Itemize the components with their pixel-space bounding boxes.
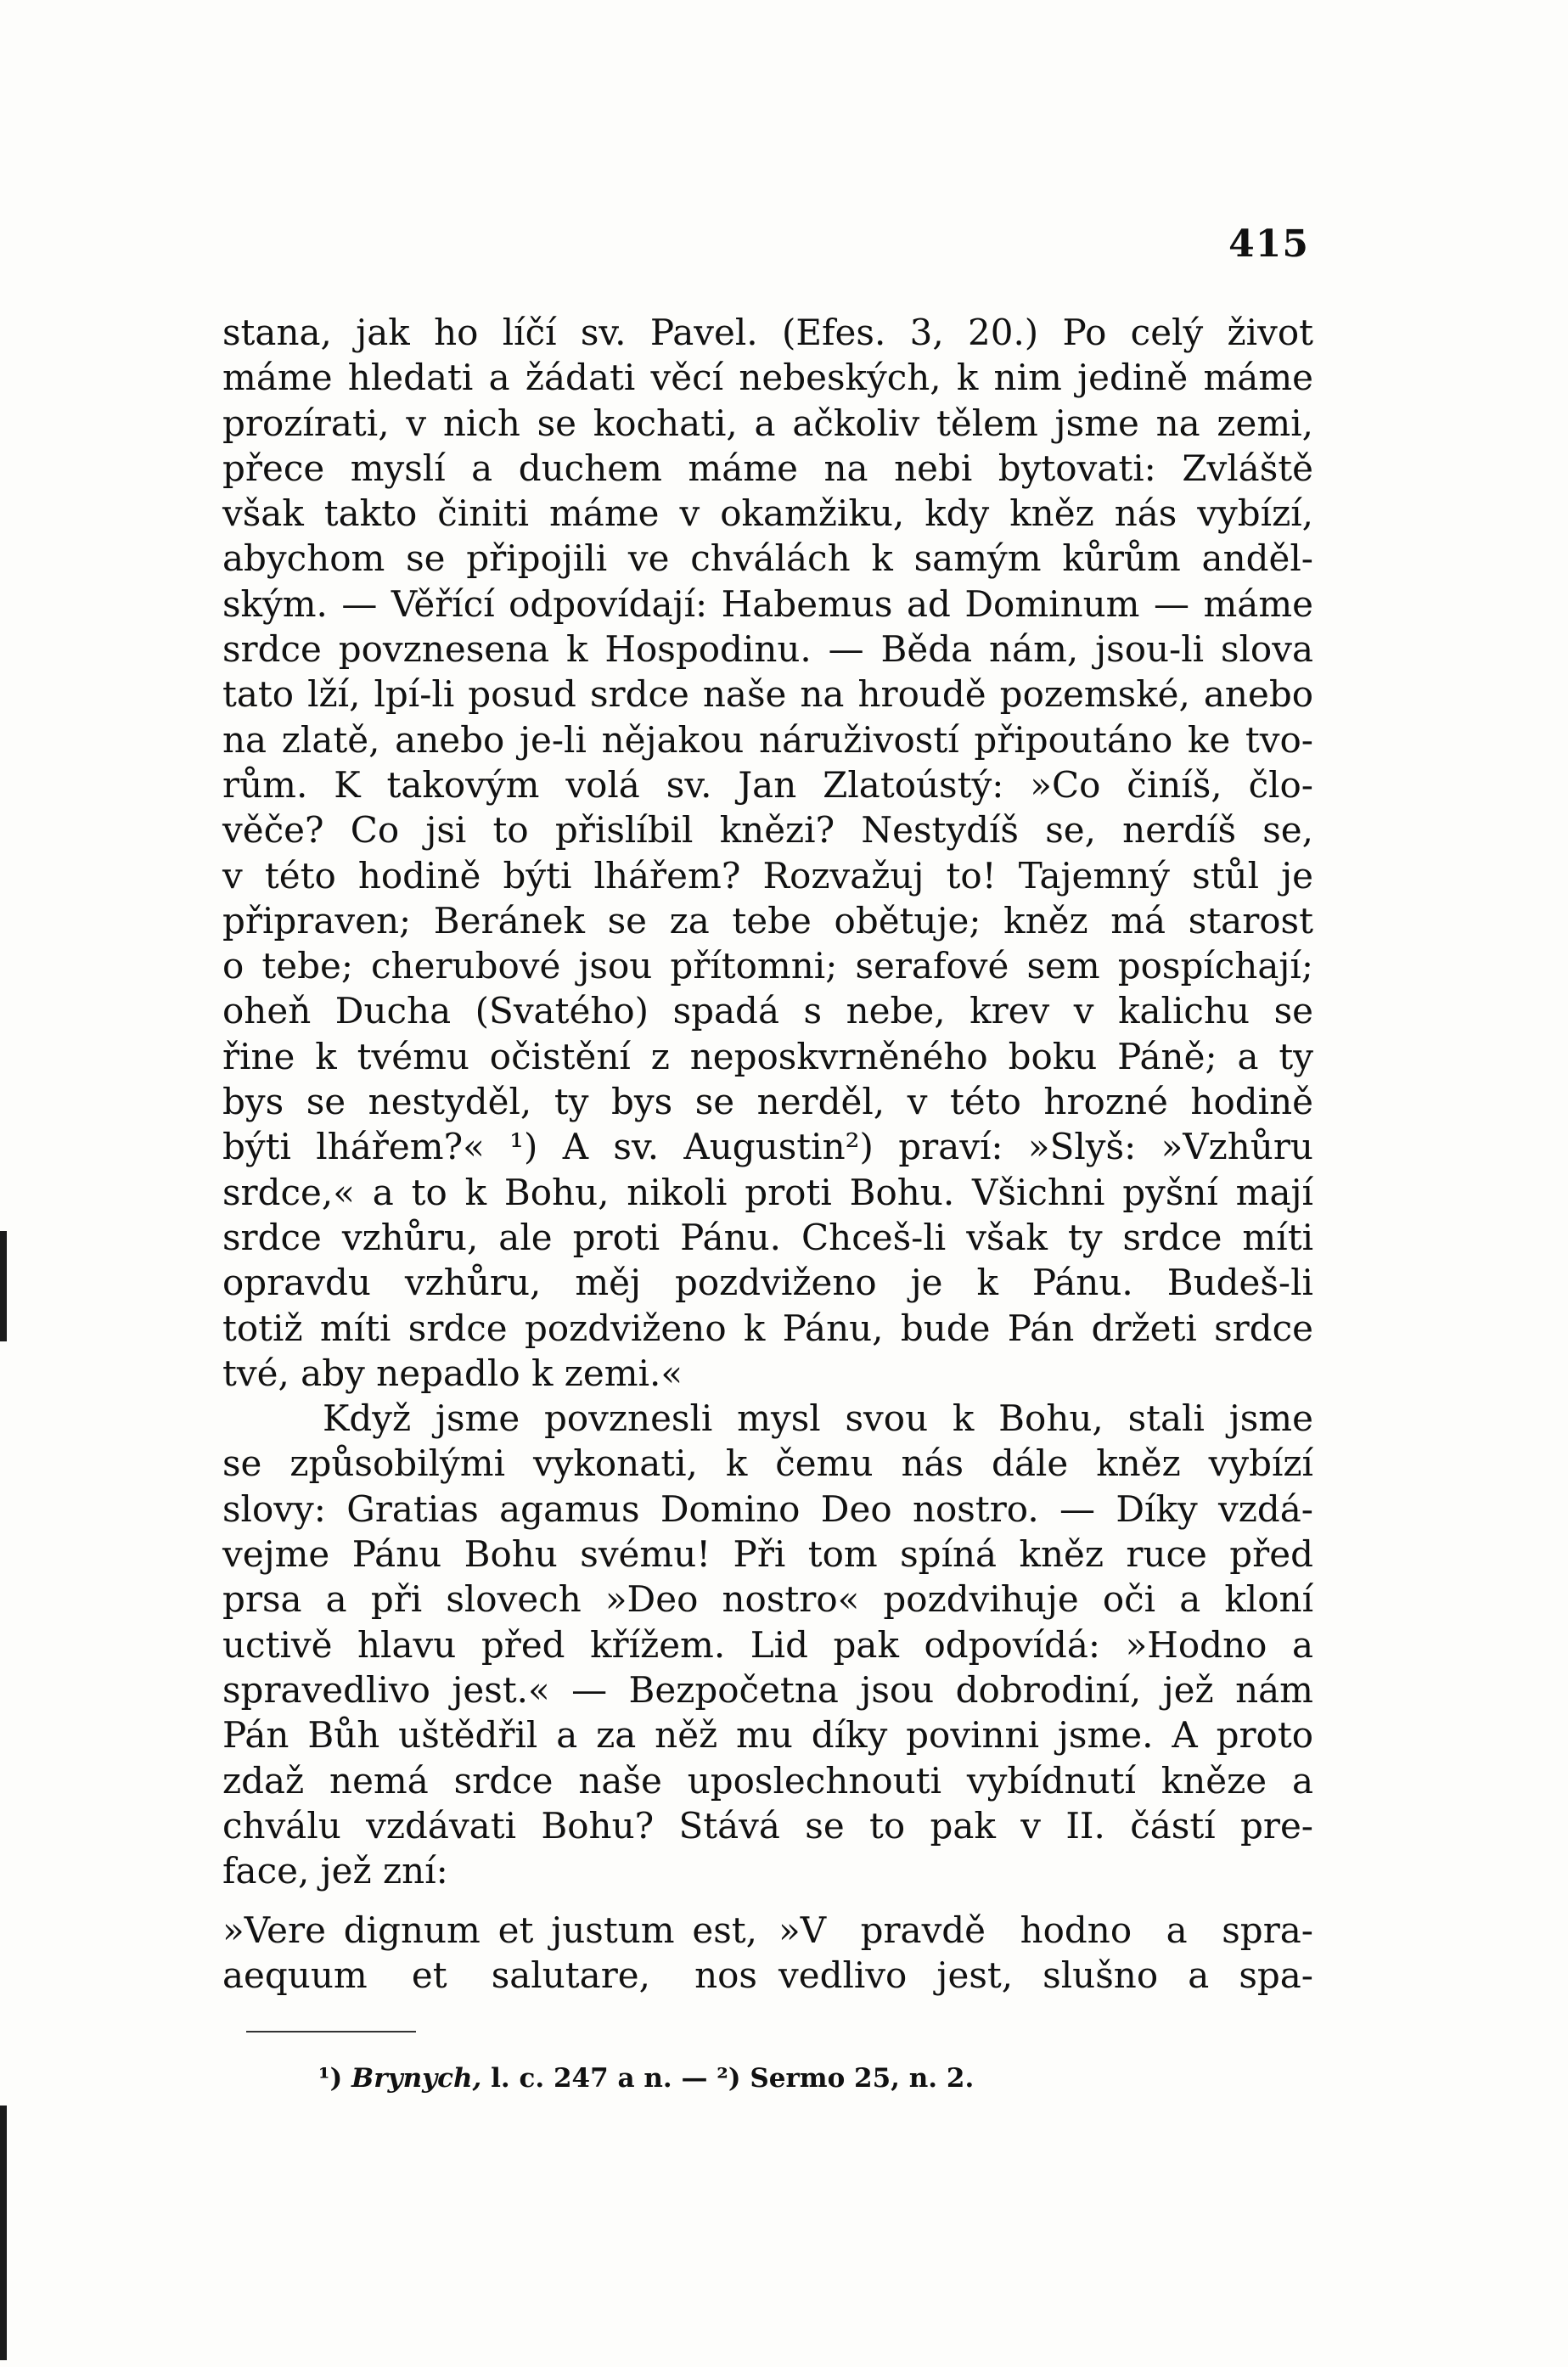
czech-line: »V pravdě hodno a spra- (778, 1909, 1313, 1951)
text-line: připraven; Beránek se za tebe obětuje; kněz má starost (222, 899, 1313, 942)
footnote-reference: Sermo 25, n. 2. (750, 2063, 975, 2094)
text-line: rům. K takovým volá sv. Jan Zlatoústý: »Co činíš, člo- (222, 763, 1313, 806)
text-line: Pán Bůh uštědřil a za něž mu díky povinni jsme. A proto (222, 1714, 1313, 1757)
body-text (222, 310, 1313, 1893)
text-line: přece myslí a duchem máme na nebi bytovati: Zvláště (222, 447, 1313, 489)
text-line: uctivě hlavu před křížem. Lid pak odpovídá: »Hodno a (222, 1623, 1313, 1666)
footnotes (318, 2063, 974, 2094)
text-line: oheň Ducha (Svatého) spadá s nebe, krev v kalichu se (222, 990, 1313, 1032)
text-line: bys se nestyděl, ty bys se nerděl, v této hrozné hodině (222, 1081, 1313, 1123)
text-line: věče? Co jsi to přislíbil knězi? Nestydíš se, nerdíš se, (222, 809, 1313, 852)
text-line: face, jež zní: (222, 1850, 448, 1892)
footnote-mark: ²) (717, 2063, 741, 2094)
text-line: na zlatě, anebo je-li nějakou náruživostí připoutáno ke tvo- (222, 718, 1313, 761)
text-line: Když jsme povznesli mysl svou k Bohu, stali jsme (323, 1397, 1313, 1440)
text-line: vejme Pánu Bohu svému! Při tom spíná kněz ruce před (222, 1533, 1313, 1576)
text-line: býti lhářem?« ¹) A sv. Augustin²) praví: »Slyš: »Vzhůru (222, 1126, 1313, 1168)
text-line: prsa a při slovech »Deo nostro« pozdvihuje oči a kloní (222, 1578, 1313, 1621)
text-line: stana, jak ho líčí sv. Pavel. (Efes. 3, 20.) Po celý život (222, 312, 1313, 353)
czech-column (778, 1908, 1313, 1999)
text-line: spravedlivo jest.« — Bezpočetna jsou dobrodiní, jež nám (222, 1668, 1313, 1711)
text-line: v této hodině býti lhářem? Rozvažuj to! Tajemný stůl je (222, 854, 1313, 897)
text-line: totiž míti srdce pozdviženo k Pánu, bude Pán držeti srdce (222, 1307, 1313, 1349)
footnote-mark: ¹) (318, 2063, 343, 2094)
latin-column (222, 1908, 757, 1999)
text-line: však takto činiti máme v okamžiku, kdy kněz nás vybízí, (222, 492, 1313, 535)
text-line: srdce,« a to k Bohu, nikoli proti Bohu. Všichni pyšní mají (222, 1171, 1313, 1213)
footnote-reference: l. c. 247 a n. — (491, 2063, 708, 2094)
text-line: ským. — Věřící odpovídají: Habemus ad Dominum — máme (222, 582, 1313, 625)
text-line: srdce vzhůru, ale proti Pánu. Chceš-li však ty srdce míti (222, 1216, 1313, 1258)
text-line: řine k tvému očistění z neposkvrněného boku Páně; a ty (222, 1035, 1313, 1077)
text-line: o tebe; cherubové jsou přítomni; serafové sem pospíchají; (222, 945, 1313, 987)
footnote-author: Brynych, (351, 2063, 482, 2094)
czech-line: vedlivo jest, slušno a spa- (778, 1954, 1313, 1997)
text-line: srdce povznesena k Hospodinu. — Běda nám, jsou-li slova (222, 628, 1313, 671)
text-line: abychom se připojili ve chválách k samým kůrům anděl- (222, 537, 1313, 580)
text-line: chválu vzdávati Bohu? Stává se to pak v II. částí pre- (222, 1804, 1313, 1847)
latin-line: »Vere dignum et justum est, (222, 1909, 757, 1951)
text-line: se způsobilými vykonati, k čemu nás dále kněz vybízí (222, 1442, 1313, 1485)
text-line: tvé, aby nepadlo k zemi.« (222, 1352, 683, 1394)
latin-line: aequum et salutare, nos (222, 1954, 757, 1997)
page-number: 415 (1228, 222, 1309, 266)
page-edge-mark (0, 2106, 7, 2360)
preface-columns (222, 1908, 1313, 1999)
page-edge-mark (0, 1231, 7, 1341)
text-line: máme hledati a žádati věcí nebeských, k nim jedině máme (222, 357, 1313, 399)
footnote-divider (246, 2031, 416, 2032)
text-line: slovy: Gratias agamus Domino Deo nostro. — Díky vzdá- (222, 1487, 1313, 1530)
text-line: opravdu vzhůru, měj pozdviženo je k Pánu. Budeš-li (222, 1262, 1313, 1304)
text-line: zdaž nemá srdce naše uposlechnouti vybídnutí kněze a (222, 1759, 1313, 1802)
text-line: prozírati, v nich se kochati, a ačkoliv tělem jsme na zemi, (222, 402, 1313, 444)
text-line: tato lží, lpí-li posud srdce naše na hroudě pozemské, anebo (222, 673, 1313, 716)
